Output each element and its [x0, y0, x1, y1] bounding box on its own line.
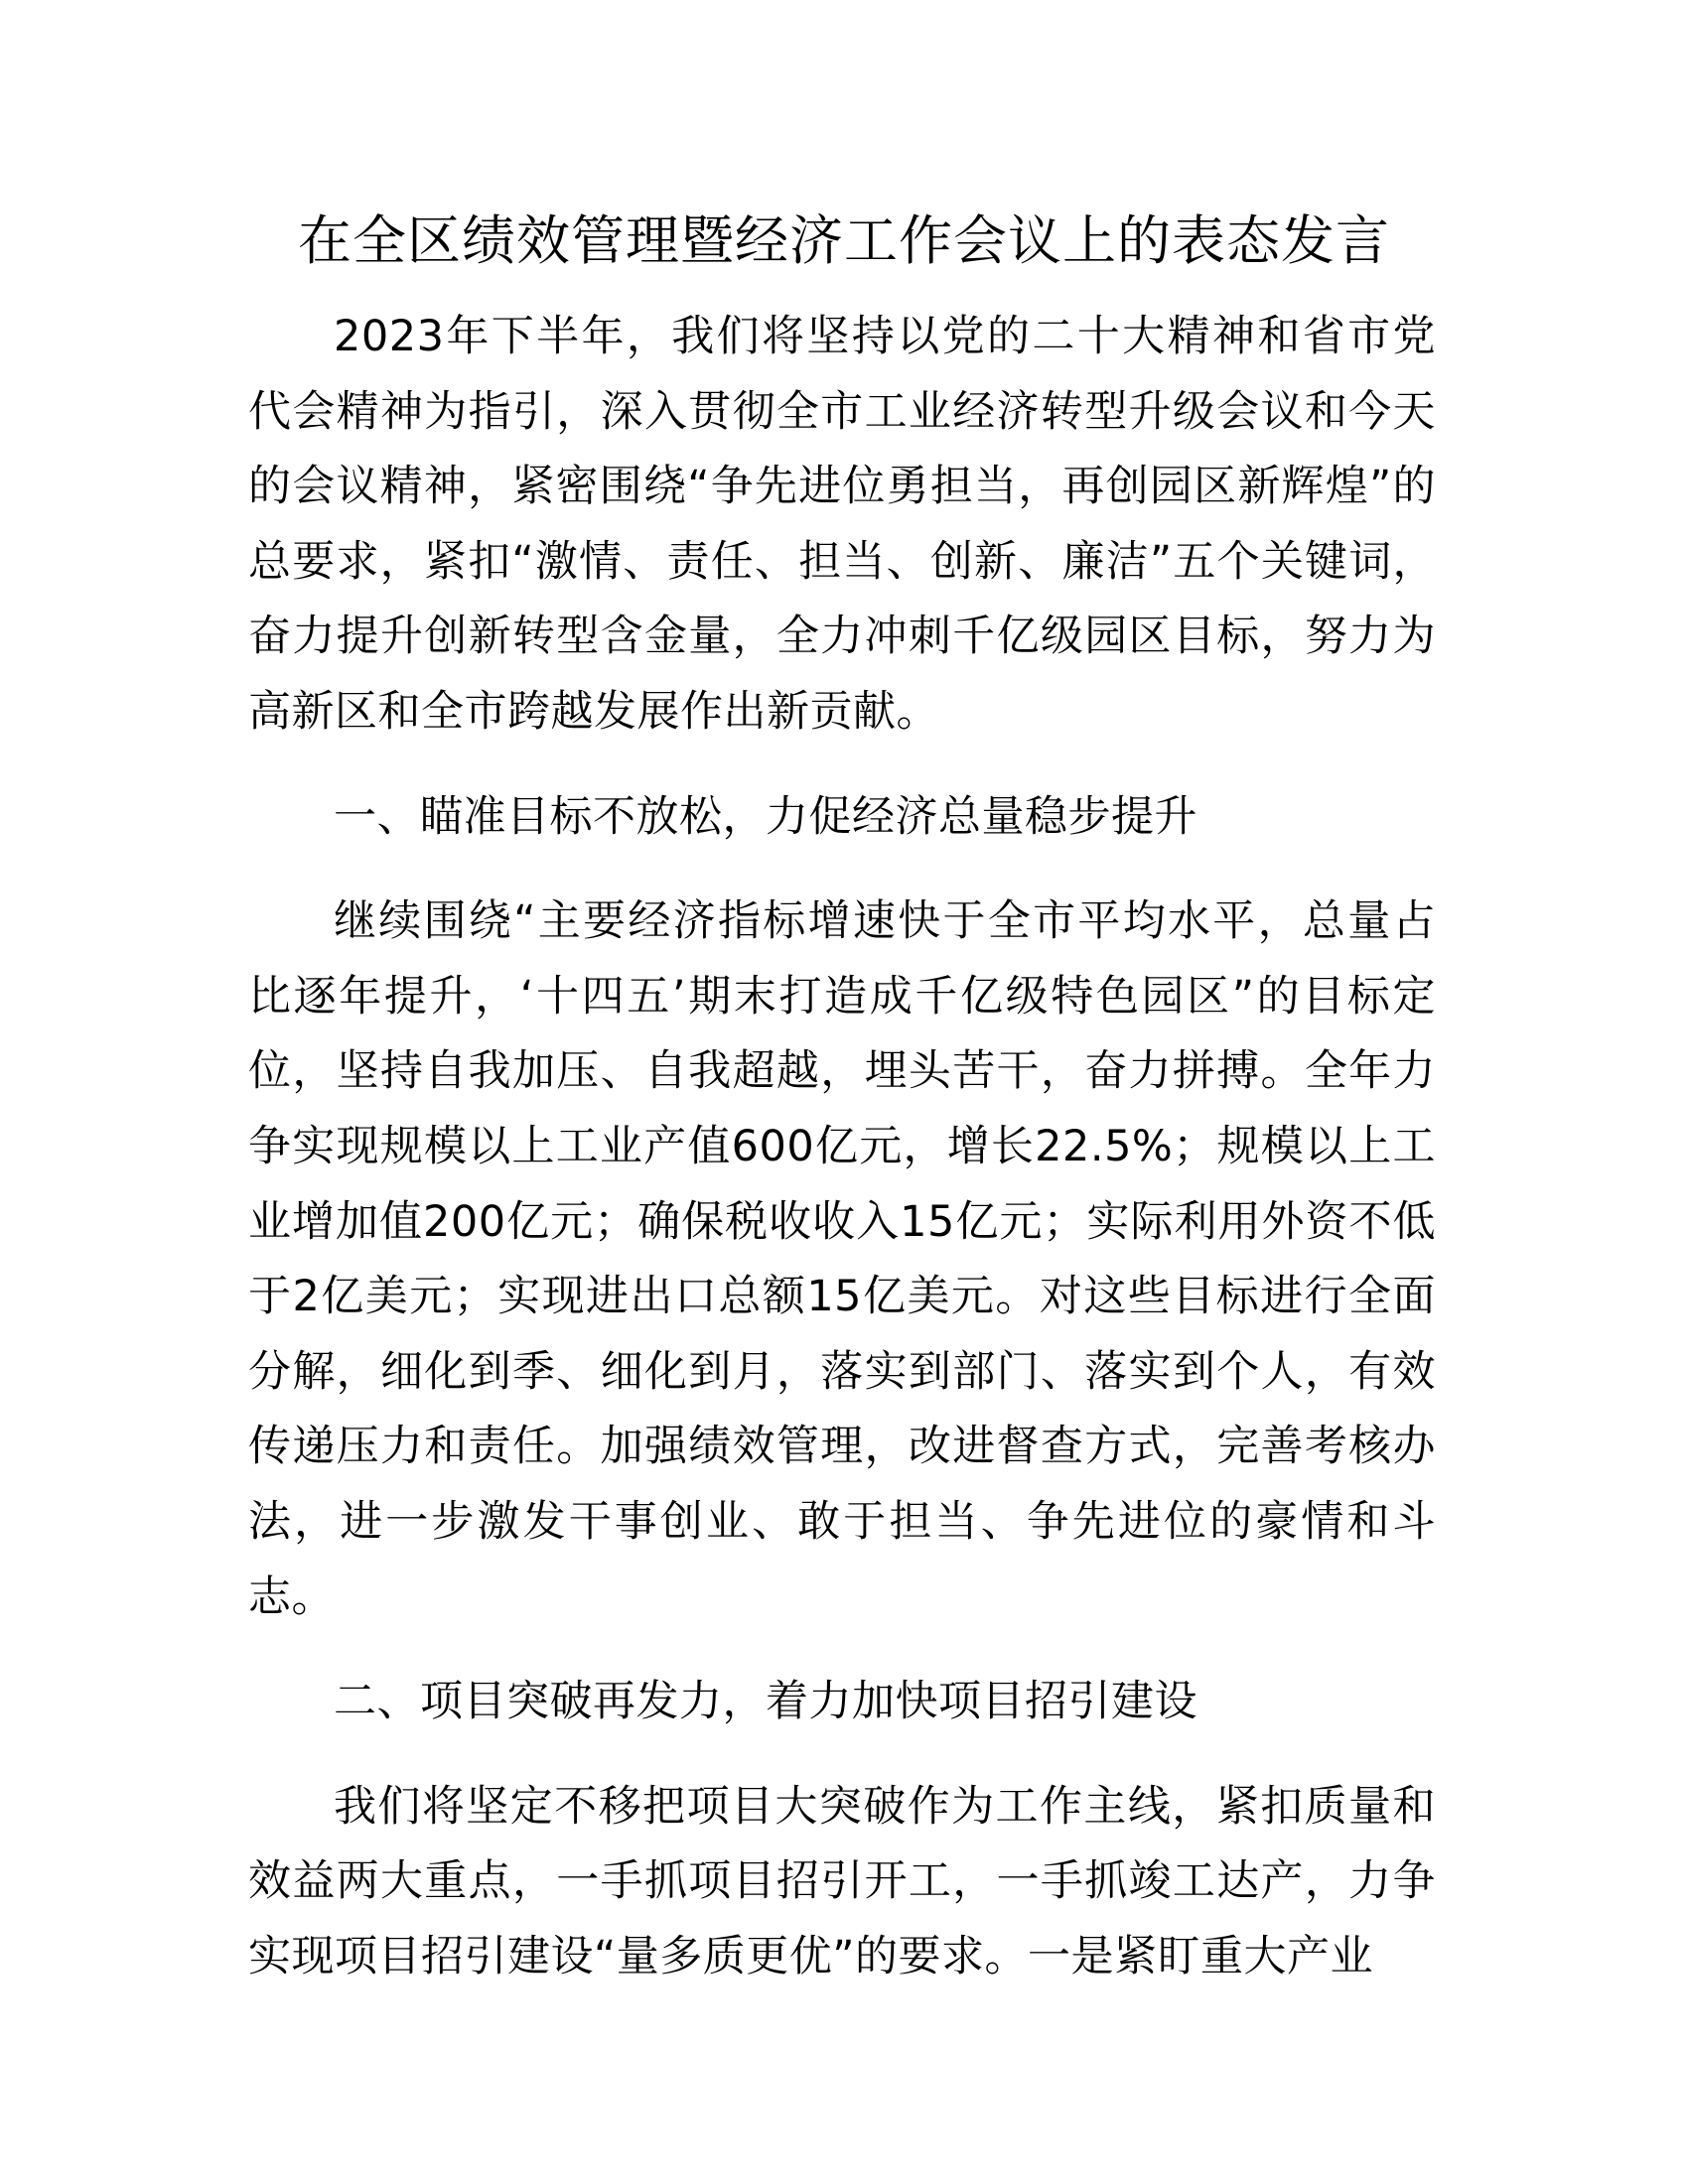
section-2-heading: 二、项目突破再发力，着力加快项目招引建设 — [334, 1677, 1197, 1727]
section-1-heading: 一、瞄准目标不放松，力促经济总量稳步提升 — [334, 791, 1197, 842]
paragraph-gap — [248, 751, 1436, 780]
section-2-paragraph: 我们将坚定不移把项目大突破作为工作主线，紧扣质量和效益两大重点，一手抓项目招引开工，一手抓竣工达产，力争实现项目招引建设“量多质更优”的要求。一是紧盯重大产业 — [248, 1781, 1436, 1981]
paragraph-gap — [248, 1635, 1436, 1665]
paragraph-gap — [248, 1740, 1436, 1770]
document-body — [248, 300, 1436, 1994]
paragraph-gap — [248, 855, 1436, 885]
section-1-paragraph: 继续围绕“主要经济指标增速快于全市平均水平，总量占比逐年提升，‘十四五’期末打造成千亿级特色园区”的目标定位，坚持自我加压、自我超越，埋头苦干，奋力拼搏。全年力争实现规模以上工业产值600亿元，增长22.5%；规模以上工业增加值200亿元；确保税收收入15亿元；实际利用外资不低于2亿美元；实现进出口总额15亿美元。对这些目标进行全面分解，细化到季、细化到月，落实到部门、落实到个人，有效传递压力和责任。加强绩效管理，改进督查方式，完善考核办法，进一步激发干事创业、敢于担当、争先进位的豪情和斗志。 — [248, 896, 1436, 1622]
intro-paragraph: 2023年下半年，我们将坚持以党的二十大精神和省市党代会精神为指引，深入贯彻全市工业经济转型升级会议和今天的会议精神，紧密围绕“争先进位勇担当，再创园区新辉煌”的总要求，紧扣“激情、责任、担当、创新、廉洁”五个关键词，奋力提升创新转型含金量，全力冲刺千亿级园区目标，努力为高新区和全市跨越发展作出新贡献。 — [248, 312, 1436, 737]
document-title: 在全区绩效管理暨经济工作会议上的表态发言 — [298, 209, 1390, 272]
